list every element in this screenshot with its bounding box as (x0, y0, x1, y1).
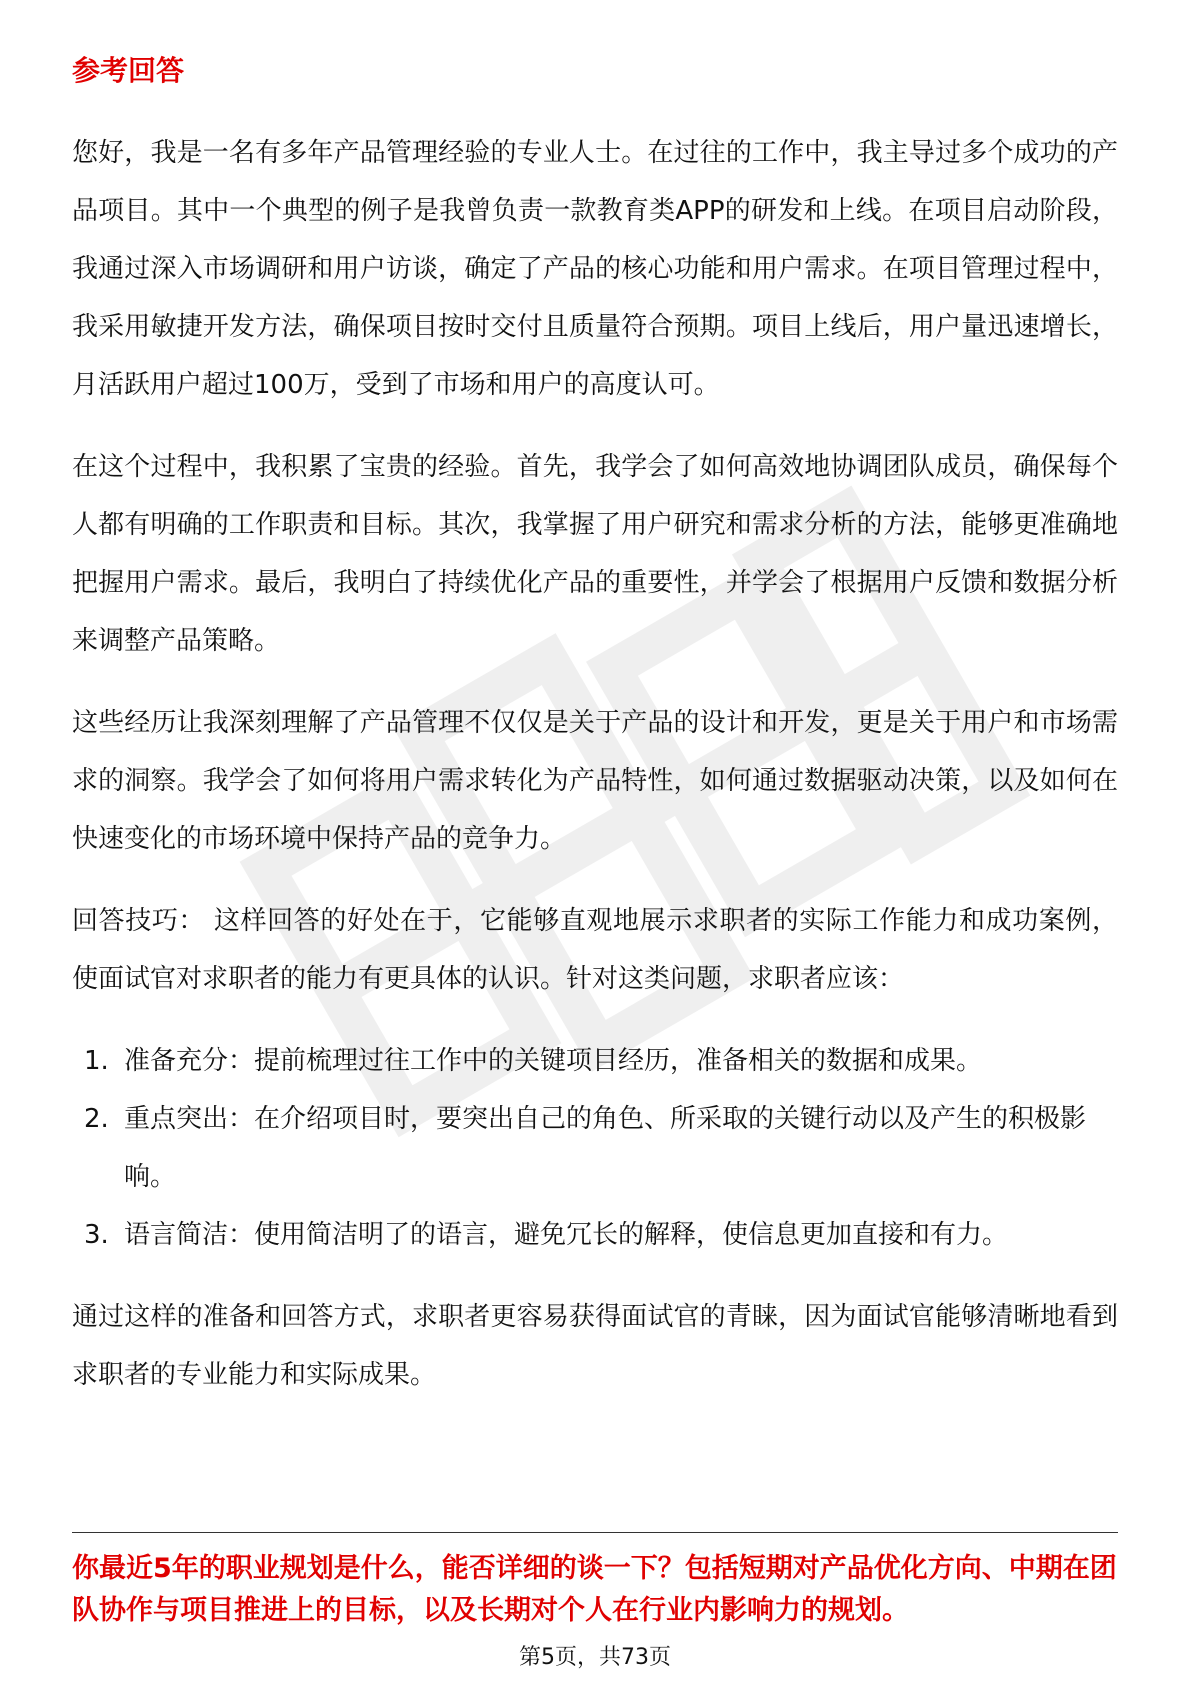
list-item-text: 重点突出：在介绍项目时，要突出自己的角色、所采取的关键行动以及产生的积极影响。 (124, 1104, 1087, 1192)
list-item (72, 1090, 1118, 1206)
page-footer: 第5页，共73页 (519, 1645, 671, 1670)
list-item (72, 1032, 1118, 1090)
list-item-number: 3. (84, 1220, 109, 1250)
list-item-number: 1. (84, 1046, 109, 1076)
closing-paragraph: 通过这样的准备和回答方式，求职者更容易获得面试官的青睐，因为面试官能够清晰地看到求职者的专业能力和实际成果。 (72, 1302, 1118, 1390)
section-heading: 参考回答 (72, 54, 185, 87)
answer-paragraph-3: 这些经历让我深刻理解了产品管理不仅仅是关于产品的设计和开发，更是关于用户和市场需求的洞察。我学会了如何将用户需求转化为产品特性，如何通过数据驱动决策，以及如何在快速变化的市场环境中保持产品的竞争力。 (72, 708, 1118, 854)
list-item-text: 准备充分：提前梳理过往工作中的关键项目经历，准备相关的数据和成果。 (124, 1046, 983, 1076)
list-item-number: 2. (84, 1104, 109, 1134)
tips-list (72, 1032, 1118, 1264)
document-body (72, 48, 1118, 1428)
list-item-text: 语言简洁：使用简洁明了的语言，避免冗长的解释，使信息更加直接和有力。 (124, 1220, 1009, 1250)
answer-paragraph-2: 在这个过程中，我积累了宝贵的经验。首先，我学会了如何高效地协调团队成员，确保每个人都有明确的工作职责和目标。其次，我掌握了用户研究和需求分析的方法，能够更准确地把握用户需求。最后，我明白了持续优化产品的重要性，并学会了根据用户反馈和数据分析来调整产品策略。 (72, 452, 1118, 656)
answer-paragraph-1: 您好，我是一名有多年产品管理经验的专业人士。在过往的工作中，我主导过多个成功的产品项目。其中一个典型的例子是我曾负责一款教育类APP的研发和上线。在项目启动阶段，我通过深入市场调研和用户访谈，确定了产品的核心功能和用户需求。在项目管理过程中，我采用敏捷开发方法，确保项目按时交付且质量符合预期。项目上线后，用户量迅速增长，月活跃用户超过100万，受到了市场和用户的高度认可。 (72, 138, 1118, 400)
section-divider (72, 1532, 1118, 1533)
next-question: 你最近5年的职业规划是什么，能否详细的谈一下？包括短期对产品优化方向、中期在团队协作与项目推进上的目标，以及长期对个人在行业内影响力的规划。 (72, 1553, 1117, 1626)
list-item (72, 1206, 1118, 1264)
tips-intro-paragraph: 回答技巧： 这样回答的好处在于，它能够直观地展示求职者的实际工作能力和成功案例，使面试官对求职者的能力有更具体的认识。针对这类问题，求职者应该： (72, 906, 1118, 994)
